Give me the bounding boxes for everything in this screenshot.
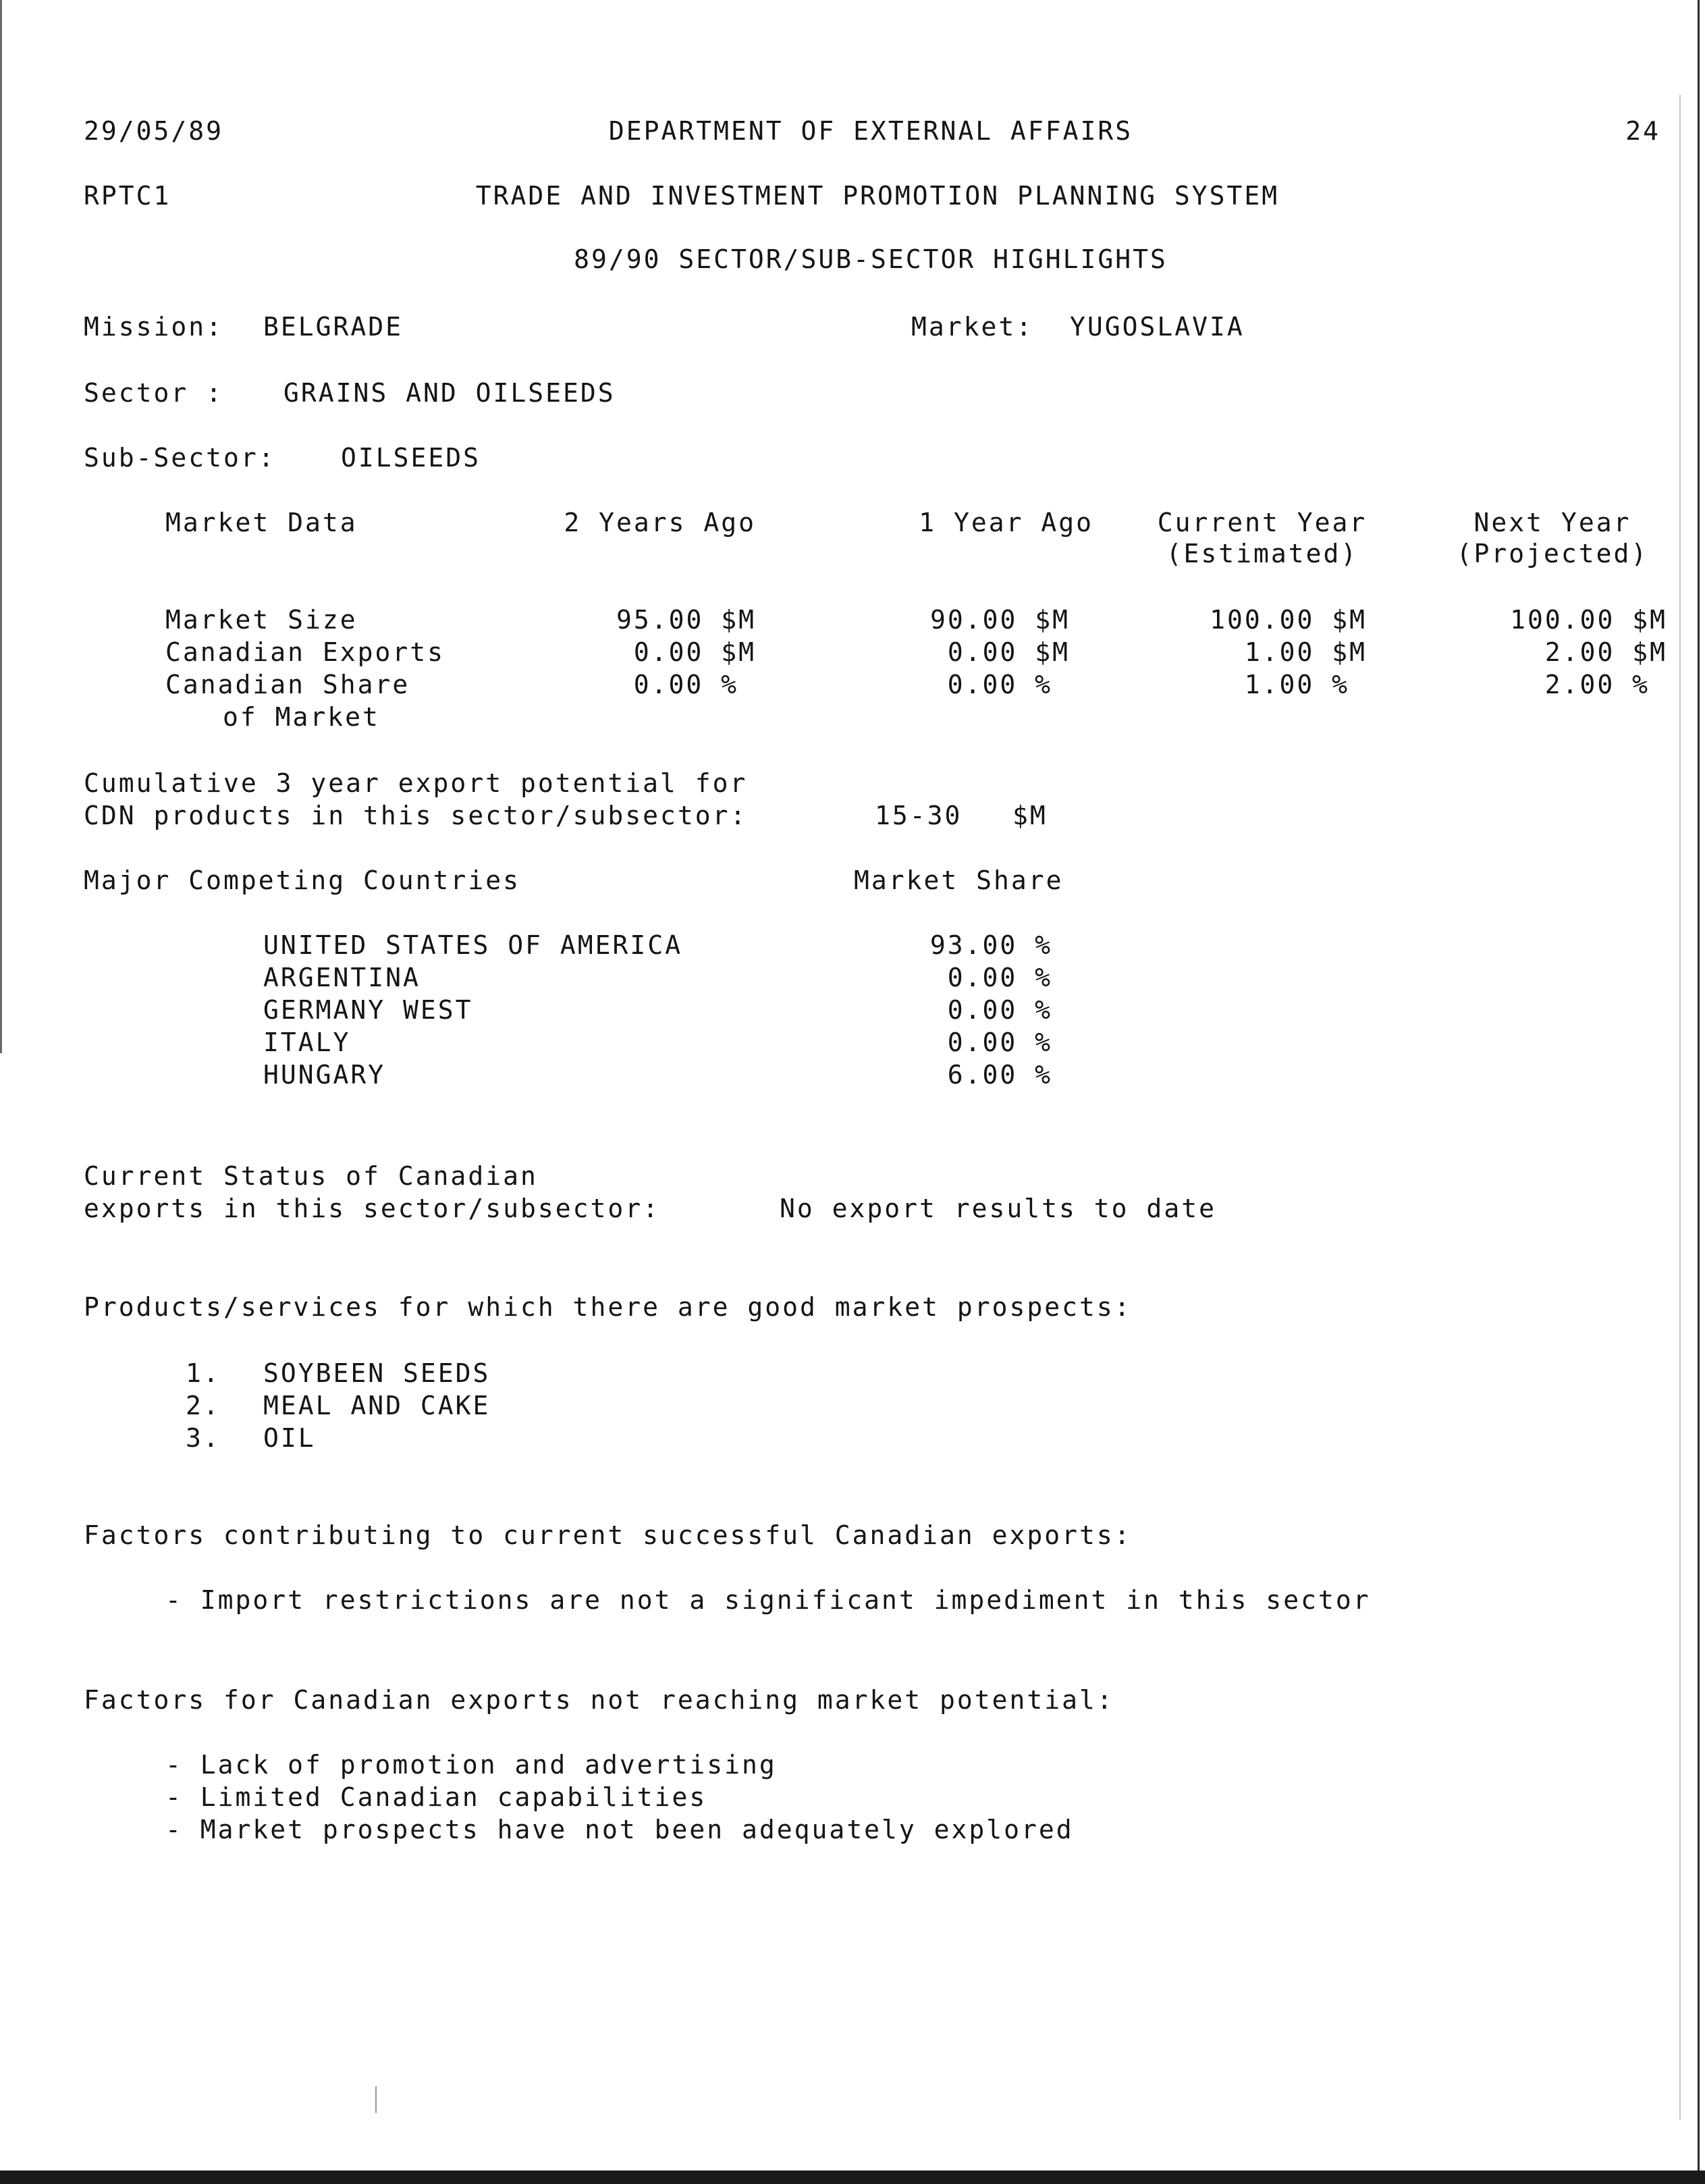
competitor-share: 0.00 % [947, 963, 1052, 992]
products-title: Products/services for which there are good market prospects: [84, 1292, 1132, 1322]
cumulative-unit: $M [1012, 801, 1048, 830]
cumulative-value: 15-30 [875, 801, 963, 830]
list-item: - Lack of promotion and advertising [165, 1750, 777, 1780]
competitors-title: Major Competing Countries [84, 865, 520, 895]
cell-1-year-ago: 0.00 $M [947, 637, 1070, 667]
page-number: 24 [1625, 116, 1660, 146]
col-header-current-year: Current Year [1157, 508, 1368, 537]
row-label-market-size: Market Size [165, 605, 358, 635]
competitor-country: UNITED STATES OF AMERICA [263, 930, 683, 960]
product-text: MEAL AND CAKE [263, 1391, 491, 1420]
cell-current-year: 100.00 $M [1210, 605, 1367, 635]
product-text: OIL [263, 1423, 316, 1453]
scan-edge-bottom [0, 2170, 1705, 2184]
report-subtitle: 89/90 SECTOR/SUB-SECTOR HIGHLIGHTS [574, 244, 1168, 274]
competitor-country: GERMANY WEST [263, 995, 473, 1025]
department-title: DEPARTMENT OF EXTERNAL AFFAIRS [608, 116, 1133, 146]
status-line1: Current Status of Canadian [84, 1161, 538, 1191]
col-header-next-year: Next Year [1473, 508, 1631, 537]
col-header-1-year-ago: 1 Year Ago [919, 508, 1093, 537]
sector-label: Sector : [84, 378, 224, 408]
list-item: - Import restrictions are not a significant impediment in this sector [165, 1585, 1371, 1615]
market-label: Market: [911, 312, 1034, 342]
col-header-current-year-estimated: (Estimated) [1166, 539, 1359, 568]
cumulative-line1: Cumulative 3 year export potential for [84, 768, 748, 798]
competitor-share: 6.00 % [947, 1060, 1052, 1090]
competitors-share-header: Market Share [854, 865, 1064, 895]
competitor-share: 93.00 % [929, 930, 1052, 960]
cell-current-year: 1.00 $M [1244, 637, 1367, 667]
col-header-2-years-ago: 2 Years Ago [564, 508, 756, 537]
competitor-country: ARGENTINA [263, 963, 421, 992]
row-label-of-market: of Market [223, 702, 380, 732]
product-number: 1. [186, 1358, 221, 1388]
status-value: No export results to date [780, 1194, 1216, 1223]
system-title: TRADE AND INVESTMENT PROMOTION PLANNING SYSTEM [475, 181, 1280, 211]
shortfall-factors-title: Factors for Canadian exports not reaching market potential: [84, 1685, 1114, 1715]
market-value: YUGOSLAVIA [1070, 312, 1245, 342]
cell-1-year-ago: 0.00 % [947, 670, 1052, 699]
row-label-canadian-share: Canadian Share [165, 670, 410, 699]
competitor-country: ITALY [263, 1028, 351, 1057]
scan-edge-right-inner [1679, 95, 1681, 2120]
cell-next-year: 100.00 $M [1510, 605, 1667, 635]
cell-2-years-ago: 0.00 % [633, 670, 738, 699]
report-code: RPTC1 [84, 181, 171, 211]
product-number: 2. [186, 1391, 221, 1420]
competitor-share: 0.00 % [947, 995, 1052, 1025]
col-header-next-year-projected: (Projected) [1456, 539, 1649, 568]
scan-edge-right [1698, 0, 1700, 2184]
list-item: - Limited Canadian capabilities [165, 1782, 707, 1812]
scan-mark [375, 2086, 377, 2113]
cell-1-year-ago: 90.00 $M [929, 605, 1070, 635]
cumulative-line2: CDN products in this sector/subsector: [84, 801, 748, 830]
status-line2: exports in this sector/subsector: [84, 1194, 660, 1223]
success-factors-title: Factors contributing to current successful Canadian exports: [84, 1520, 1132, 1550]
competitor-country: HUNGARY [263, 1060, 386, 1090]
scan-edge-left [0, 0, 2, 1053]
product-text: SOYBEEN SEEDS [263, 1358, 491, 1388]
cell-next-year: 2.00 $M [1544, 637, 1667, 667]
list-item: - Market prospects have not been adequately explored [165, 1815, 1074, 1844]
report-date: 29/05/89 [84, 116, 224, 146]
col-header-market-data: Market Data [165, 508, 358, 537]
mission-label: Mission: [84, 312, 224, 342]
cell-2-years-ago: 95.00 $M [616, 605, 756, 635]
product-number: 3. [186, 1423, 221, 1453]
subsector-value: OILSEEDS [341, 443, 481, 473]
mission-value: BELGRADE [263, 312, 404, 342]
cell-next-year: 2.00 % [1544, 670, 1650, 699]
competitor-share: 0.00 % [947, 1028, 1052, 1057]
subsector-label: Sub-Sector: [84, 443, 276, 473]
cell-2-years-ago: 0.00 $M [633, 637, 756, 667]
cell-current-year: 1.00 % [1244, 670, 1349, 699]
sector-value: GRAINS AND OILSEEDS [283, 378, 616, 408]
row-label-canadian-exports: Canadian Exports [165, 637, 445, 667]
